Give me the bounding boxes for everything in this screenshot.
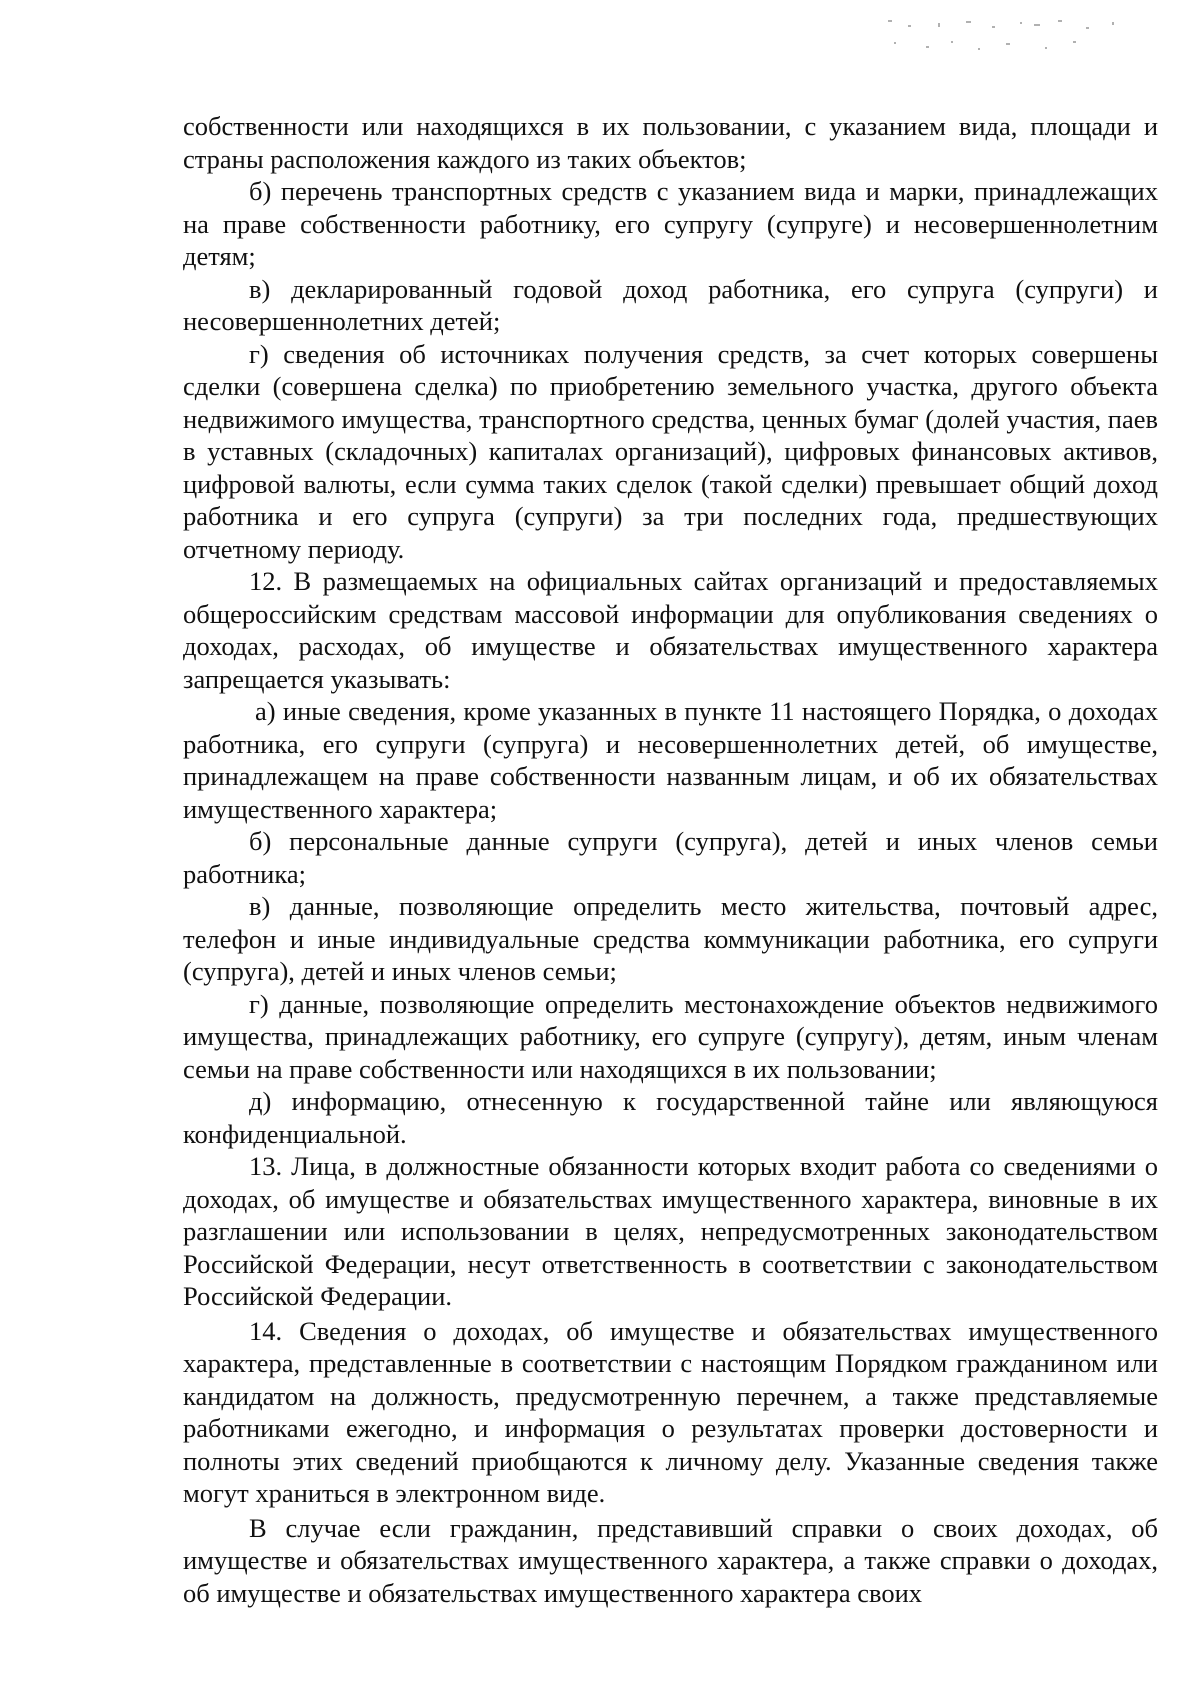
- paragraph-9: г) данные, позволяющие определить местонахождение объектов недвижимого имущества, принадлежащих работнику, его супруге (супругу), детям, иным членам семьи на праве собственности или находящихся в их пользовании;: [183, 988, 1158, 1084]
- paragraph-4: г) сведения об источниках получения средств, за счет которых совершены сделки (совершена сделка) по приобретению земельного участка, другого объекта недвижимого имущества, транспортного средства, ценных бумаг (долей участия, паев в уставных (складочных) капиталах организаций), цифровых финансовых активов, цифровой валюты, если сумма таких сделок (такой сделки) превышает общий доход работника и его супруга (супруги) за три последних года, предшествующих отчетному периоду.: [183, 338, 1158, 564]
- paragraph-6: а) иные сведения, кроме указанных в пункте 11 настоящего Порядка, о доходах работника, его супруги (супруга) и несовершеннолетних детей, об имуществе, принадлежащем на праве собственности названным лицам, и об их обязательствах имущественного характера;: [183, 696, 1158, 824]
- paragraph-5: 12. В размещаемых на официальных сайтах организаций и предоставляемых общероссийским средствам массовой информации для опубликования сведениях о доходах, расходах, об имуществе и обязательствах имущественного характера запрещается указывать:: [183, 566, 1158, 694]
- paragraph-8: в) данные, позволяющие определить место жительства, почтовый адрес, телефон и иные индивидуальные средства коммуникации работника, его супруги (супруга), детей и иных членов семьи;: [183, 891, 1158, 986]
- paragraph-12: 14. Сведения о доходах, об имуществе и обязательствах имущественного характера, представленные в соответствии с настоящим Порядком гражданином или кандидатом на должность, предусмотренную перечнем, а также представляемые работниками ежегодно, и информация о результатах проверки достоверности и полноты этих сведений приобщаются к личному делу. Указанные сведения также могут храниться в электронном виде.: [183, 1315, 1158, 1508]
- paragraph-10: д) информацию, отнесенную к государственной тайне или являющуюся конфиденциальной.: [183, 1086, 1158, 1149]
- paragraph-13: В случае если гражданин, представивший справки о своих доходах, об имуществе и обязательствах имущественного характера, а также справки о доходах, об имуществе и обязательствах имущественного характера своих: [183, 1512, 1158, 1608]
- paragraph-2: б) перечень транспортных средств с указанием вида и марки, принадлежащих на праве собственности работнику, его супругу (супруге) и несовершеннолетним детям;: [183, 176, 1158, 271]
- scan-artifact: [880, 12, 1150, 72]
- document-body: [183, 110, 1158, 1609]
- paragraph-1: собственности или находящихся в их пользовании, с указанием вида, площади и страны расположения каждого из таких объектов;: [183, 111, 1158, 174]
- paragraph-7: б) персональные данные супруги (супруга), детей и иных членов семьи работника;: [183, 826, 1158, 889]
- paragraph-3: в) декларированный годовой доход работника, его супруга (супруги) и несовершеннолетних детей;: [183, 273, 1158, 336]
- paragraph-11: 13. Лица, в должностные обязанности которых входит работа со сведениями о доходах, об имуществе и обязательствах имущественного характера, виновные в их разглашении или использовании в целях, непредусмотренных законодательством Российской Федерации, несут ответственность в соответствии с законодательством Российской Федерации.: [183, 1151, 1158, 1311]
